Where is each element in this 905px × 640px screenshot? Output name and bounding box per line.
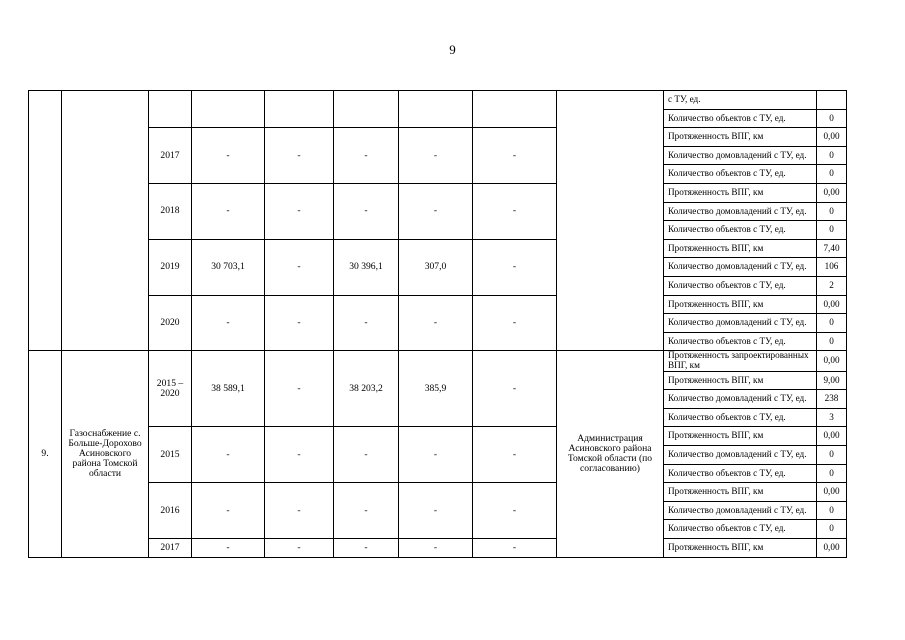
indicator-value: 0 bbox=[817, 446, 847, 465]
finance-total: - bbox=[192, 483, 265, 539]
indicator-name: Количество домовладений с ТУ, ед. bbox=[664, 202, 817, 221]
finance-total: 38 589,1 bbox=[192, 351, 265, 427]
indicator-value: 0 bbox=[817, 520, 847, 539]
indicator-name: Протяженность ВПГ, км bbox=[664, 239, 817, 258]
indicator-name: Протяженность ВПГ, км bbox=[664, 295, 817, 314]
indicator-name: Протяженность ВПГ, км bbox=[664, 483, 817, 502]
finance-federal: - bbox=[265, 483, 334, 539]
indicator-value: 0,00 bbox=[817, 538, 847, 557]
finance-local: 307,0 bbox=[399, 239, 473, 295]
indicator-value: 0 bbox=[817, 314, 847, 333]
indicator-value: 0 bbox=[817, 202, 847, 221]
indicator-value: 0 bbox=[817, 221, 847, 240]
finance-cell bbox=[473, 91, 557, 128]
finance-cell bbox=[192, 91, 265, 128]
table-row bbox=[29, 239, 847, 258]
finance-local: 385,9 bbox=[399, 351, 473, 427]
indicator-value: 238 bbox=[817, 390, 847, 409]
indicator-name: Протяженность ВПГ, км bbox=[664, 128, 817, 147]
finance-other: - bbox=[473, 427, 557, 483]
year-cell: 2017 bbox=[149, 128, 192, 184]
year-cell bbox=[149, 91, 192, 128]
finance-federal: - bbox=[265, 239, 334, 295]
table-body bbox=[29, 91, 847, 558]
indicator-name: Протяженность ВПГ, км bbox=[664, 538, 817, 557]
finance-other: - bbox=[473, 351, 557, 427]
indicator-value: 0 bbox=[817, 501, 847, 520]
indicator-name: Количество объектов с ТУ, ед. bbox=[664, 520, 817, 539]
table-row bbox=[29, 351, 847, 371]
year-cell: 2018 bbox=[149, 183, 192, 239]
finance-federal: - bbox=[265, 295, 334, 351]
finance-total: - bbox=[192, 538, 265, 557]
indicator-value: 0,00 bbox=[817, 128, 847, 147]
indicator-value: 7,40 bbox=[817, 239, 847, 258]
finance-federal: - bbox=[265, 538, 334, 557]
year-cell: 2017 bbox=[149, 538, 192, 557]
indicator-value: 0,00 bbox=[817, 183, 847, 202]
item-number: 9. bbox=[29, 351, 62, 557]
finance-other: - bbox=[473, 538, 557, 557]
indicator-value: 3 bbox=[817, 408, 847, 427]
finance-total: - bbox=[192, 128, 265, 184]
indicator-name: Количество объектов с ТУ, ед. bbox=[664, 276, 817, 295]
indicator-name: Количество объектов с ТУ, ед. bbox=[664, 221, 817, 240]
finance-regional: - bbox=[334, 427, 399, 483]
finance-regional: - bbox=[334, 183, 399, 239]
table-row bbox=[29, 295, 847, 314]
year-cell: 2016 bbox=[149, 483, 192, 539]
finance-regional: 38 203,2 bbox=[334, 351, 399, 427]
indicator-value: 106 bbox=[817, 258, 847, 277]
indicator-name: Количество домовладений с ТУ, ед. bbox=[664, 390, 817, 409]
finance-regional: - bbox=[334, 295, 399, 351]
indicator-value: 0 bbox=[817, 332, 847, 351]
executor-cell bbox=[557, 91, 664, 351]
indicator-name: Количество домовладений с ТУ, ед. bbox=[664, 446, 817, 465]
indicator-value: 0 bbox=[817, 109, 847, 128]
executor-name: Администрация Асиновского района Томской области (по согласованию) bbox=[557, 351, 664, 557]
indicator-name: Протяженность запроектированных ВПГ, км bbox=[664, 351, 817, 371]
year-cell: 2019 bbox=[149, 239, 192, 295]
indicator-value: 0 bbox=[817, 146, 847, 165]
finance-federal: - bbox=[265, 351, 334, 427]
object-cell bbox=[62, 91, 149, 351]
year-cell: 2015 – 2020 bbox=[149, 351, 192, 427]
table-row bbox=[29, 427, 847, 446]
indicator-value bbox=[817, 91, 847, 110]
table-row bbox=[29, 128, 847, 147]
finance-other: - bbox=[473, 128, 557, 184]
indicator-name: Количество домовладений с ТУ, ед. bbox=[664, 258, 817, 277]
indicator-name: Количество домовладений с ТУ, ед. bbox=[664, 501, 817, 520]
finance-local: - bbox=[399, 427, 473, 483]
finance-local: - bbox=[399, 538, 473, 557]
finance-total: - bbox=[192, 295, 265, 351]
finance-cell bbox=[399, 91, 473, 128]
finance-federal: - bbox=[265, 128, 334, 184]
finance-local: - bbox=[399, 483, 473, 539]
finance-total: 30 703,1 bbox=[192, 239, 265, 295]
page-number: 9 bbox=[449, 42, 456, 57]
finance-other: - bbox=[473, 239, 557, 295]
finance-local: - bbox=[399, 128, 473, 184]
table-row bbox=[29, 183, 847, 202]
indicator-name: Количество объектов с ТУ, ед. bbox=[664, 109, 817, 128]
indicator-value: 2 bbox=[817, 276, 847, 295]
object-name: Газоснабжение с. Больше-Дорохово Асиновского района Томской области bbox=[62, 351, 149, 557]
indicator-name: Количество объектов с ТУ, ед. bbox=[664, 332, 817, 351]
finance-local: - bbox=[399, 295, 473, 351]
finance-cell bbox=[265, 91, 334, 128]
indicator-value: 9,00 bbox=[817, 371, 847, 390]
finance-federal: - bbox=[265, 183, 334, 239]
finance-federal: - bbox=[265, 427, 334, 483]
indicator-value: 0,00 bbox=[817, 295, 847, 314]
indicator-name: Протяженность ВПГ, км bbox=[664, 427, 817, 446]
finance-other: - bbox=[473, 183, 557, 239]
indicator-name: Количество объектов с ТУ, ед. bbox=[664, 464, 817, 483]
finance-regional: - bbox=[334, 538, 399, 557]
indicator-value: 0 bbox=[817, 464, 847, 483]
program-table bbox=[28, 90, 847, 558]
finance-regional: - bbox=[334, 128, 399, 184]
finance-other: - bbox=[473, 483, 557, 539]
indicator-value: 0,00 bbox=[817, 351, 847, 371]
indicator-value: 0 bbox=[817, 165, 847, 184]
indicator-value: 0,00 bbox=[817, 427, 847, 446]
num-cell bbox=[29, 91, 62, 351]
table-row bbox=[29, 538, 847, 557]
indicator-name: Количество домовладений с ТУ, ед. bbox=[664, 146, 817, 165]
indicator-name: с ТУ, ед. bbox=[664, 91, 817, 110]
indicator-name: Протяженность ВПГ, км bbox=[664, 371, 817, 390]
finance-local: - bbox=[399, 183, 473, 239]
finance-cell bbox=[334, 91, 399, 128]
indicator-name: Количество домовладений с ТУ, ед. bbox=[664, 314, 817, 333]
finance-regional: - bbox=[334, 483, 399, 539]
table-row bbox=[29, 483, 847, 502]
indicator-name: Количество объектов с ТУ, ед. bbox=[664, 408, 817, 427]
year-cell: 2015 bbox=[149, 427, 192, 483]
finance-total: - bbox=[192, 427, 265, 483]
indicator-name: Количество объектов с ТУ, ед. bbox=[664, 165, 817, 184]
finance-total: - bbox=[192, 183, 265, 239]
indicator-value: 0,00 bbox=[817, 483, 847, 502]
year-cell: 2020 bbox=[149, 295, 192, 351]
finance-other: - bbox=[473, 295, 557, 351]
finance-regional: 30 396,1 bbox=[334, 239, 399, 295]
table-row bbox=[29, 91, 847, 110]
indicator-name: Протяженность ВПГ, км bbox=[664, 183, 817, 202]
